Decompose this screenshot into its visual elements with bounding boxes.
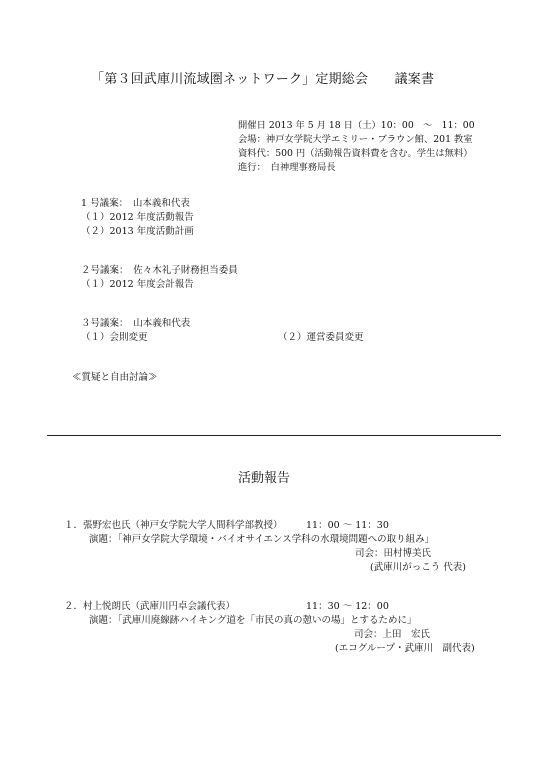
report-2-lecture: 演題：「武庫川廃線跡ハイキング道を「市民の真の憩いの場」とするために」 — [89, 615, 417, 626]
activity-report-title: 活動報告 — [238, 471, 291, 486]
meeting-details — [238, 119, 475, 175]
meeting-fee: 資料代：500 円（活動報告資料費を含む。学生は無料） — [238, 148, 473, 159]
meeting-venue: 会場：神戸女学院大学エミリー・ブラウン館、201 教室 — [238, 134, 473, 145]
agenda-2-item-1: （１）2012 年度会計報告 — [81, 279, 194, 290]
report-2-host: 司会：上田 宏氏 — [354, 629, 431, 640]
report-2-host-affiliation: (エコグループ・武庫川 副代表) — [335, 643, 475, 654]
report-2-time: 11：30 ～ 12：00 — [306, 601, 389, 612]
document-title: 「第３回武庫川流域圏ネットワーク」定期総会 議案書 — [91, 72, 435, 87]
report-1-host-affiliation: (武庫川がっこう 代表) — [370, 562, 466, 573]
agenda-3-heading: ３号議案： 山本義和代表 — [81, 318, 191, 329]
section-divider — [47, 435, 501, 436]
report-2-speaker: ２．村上悦朗氏（武庫川円卓会議代表） — [64, 601, 236, 612]
discussion-note: ≪質疑と自由討論≫ — [72, 372, 158, 383]
meeting-moderator: 進行： 白神理事務局長 — [238, 162, 336, 173]
agenda-3-item-1: （１）会則変更 — [81, 332, 148, 343]
agenda-3-item-2: （２）運営委員変更 — [278, 332, 364, 343]
agenda-1-heading: 1 号議案： 山本義和代表 — [81, 198, 190, 209]
report-1-host: 司会：田村博美氏 — [355, 548, 432, 559]
report-1-lecture: 演題：「神戸女学院大学環境・バイオサイエンス学科の水環境問題への取り組み」 — [89, 534, 435, 545]
report-1-time: 11：00 ～ 11：30 — [306, 520, 389, 531]
agenda-1-item-1: （１）2012 年度活動報告 — [81, 212, 194, 223]
meeting-date: 開催日 2013 年 5 月 18 日（土）10：00 ～ 11：00 — [238, 120, 475, 131]
report-1-speaker: １．張野宏也氏（神戸女学院大学人間科学部教授） — [64, 520, 283, 531]
agenda-2-heading: ２号議案： 佐々木礼子財務担当委員 — [81, 265, 238, 276]
agenda-1-item-2: （２）2013 年度活動計画 — [81, 226, 194, 237]
